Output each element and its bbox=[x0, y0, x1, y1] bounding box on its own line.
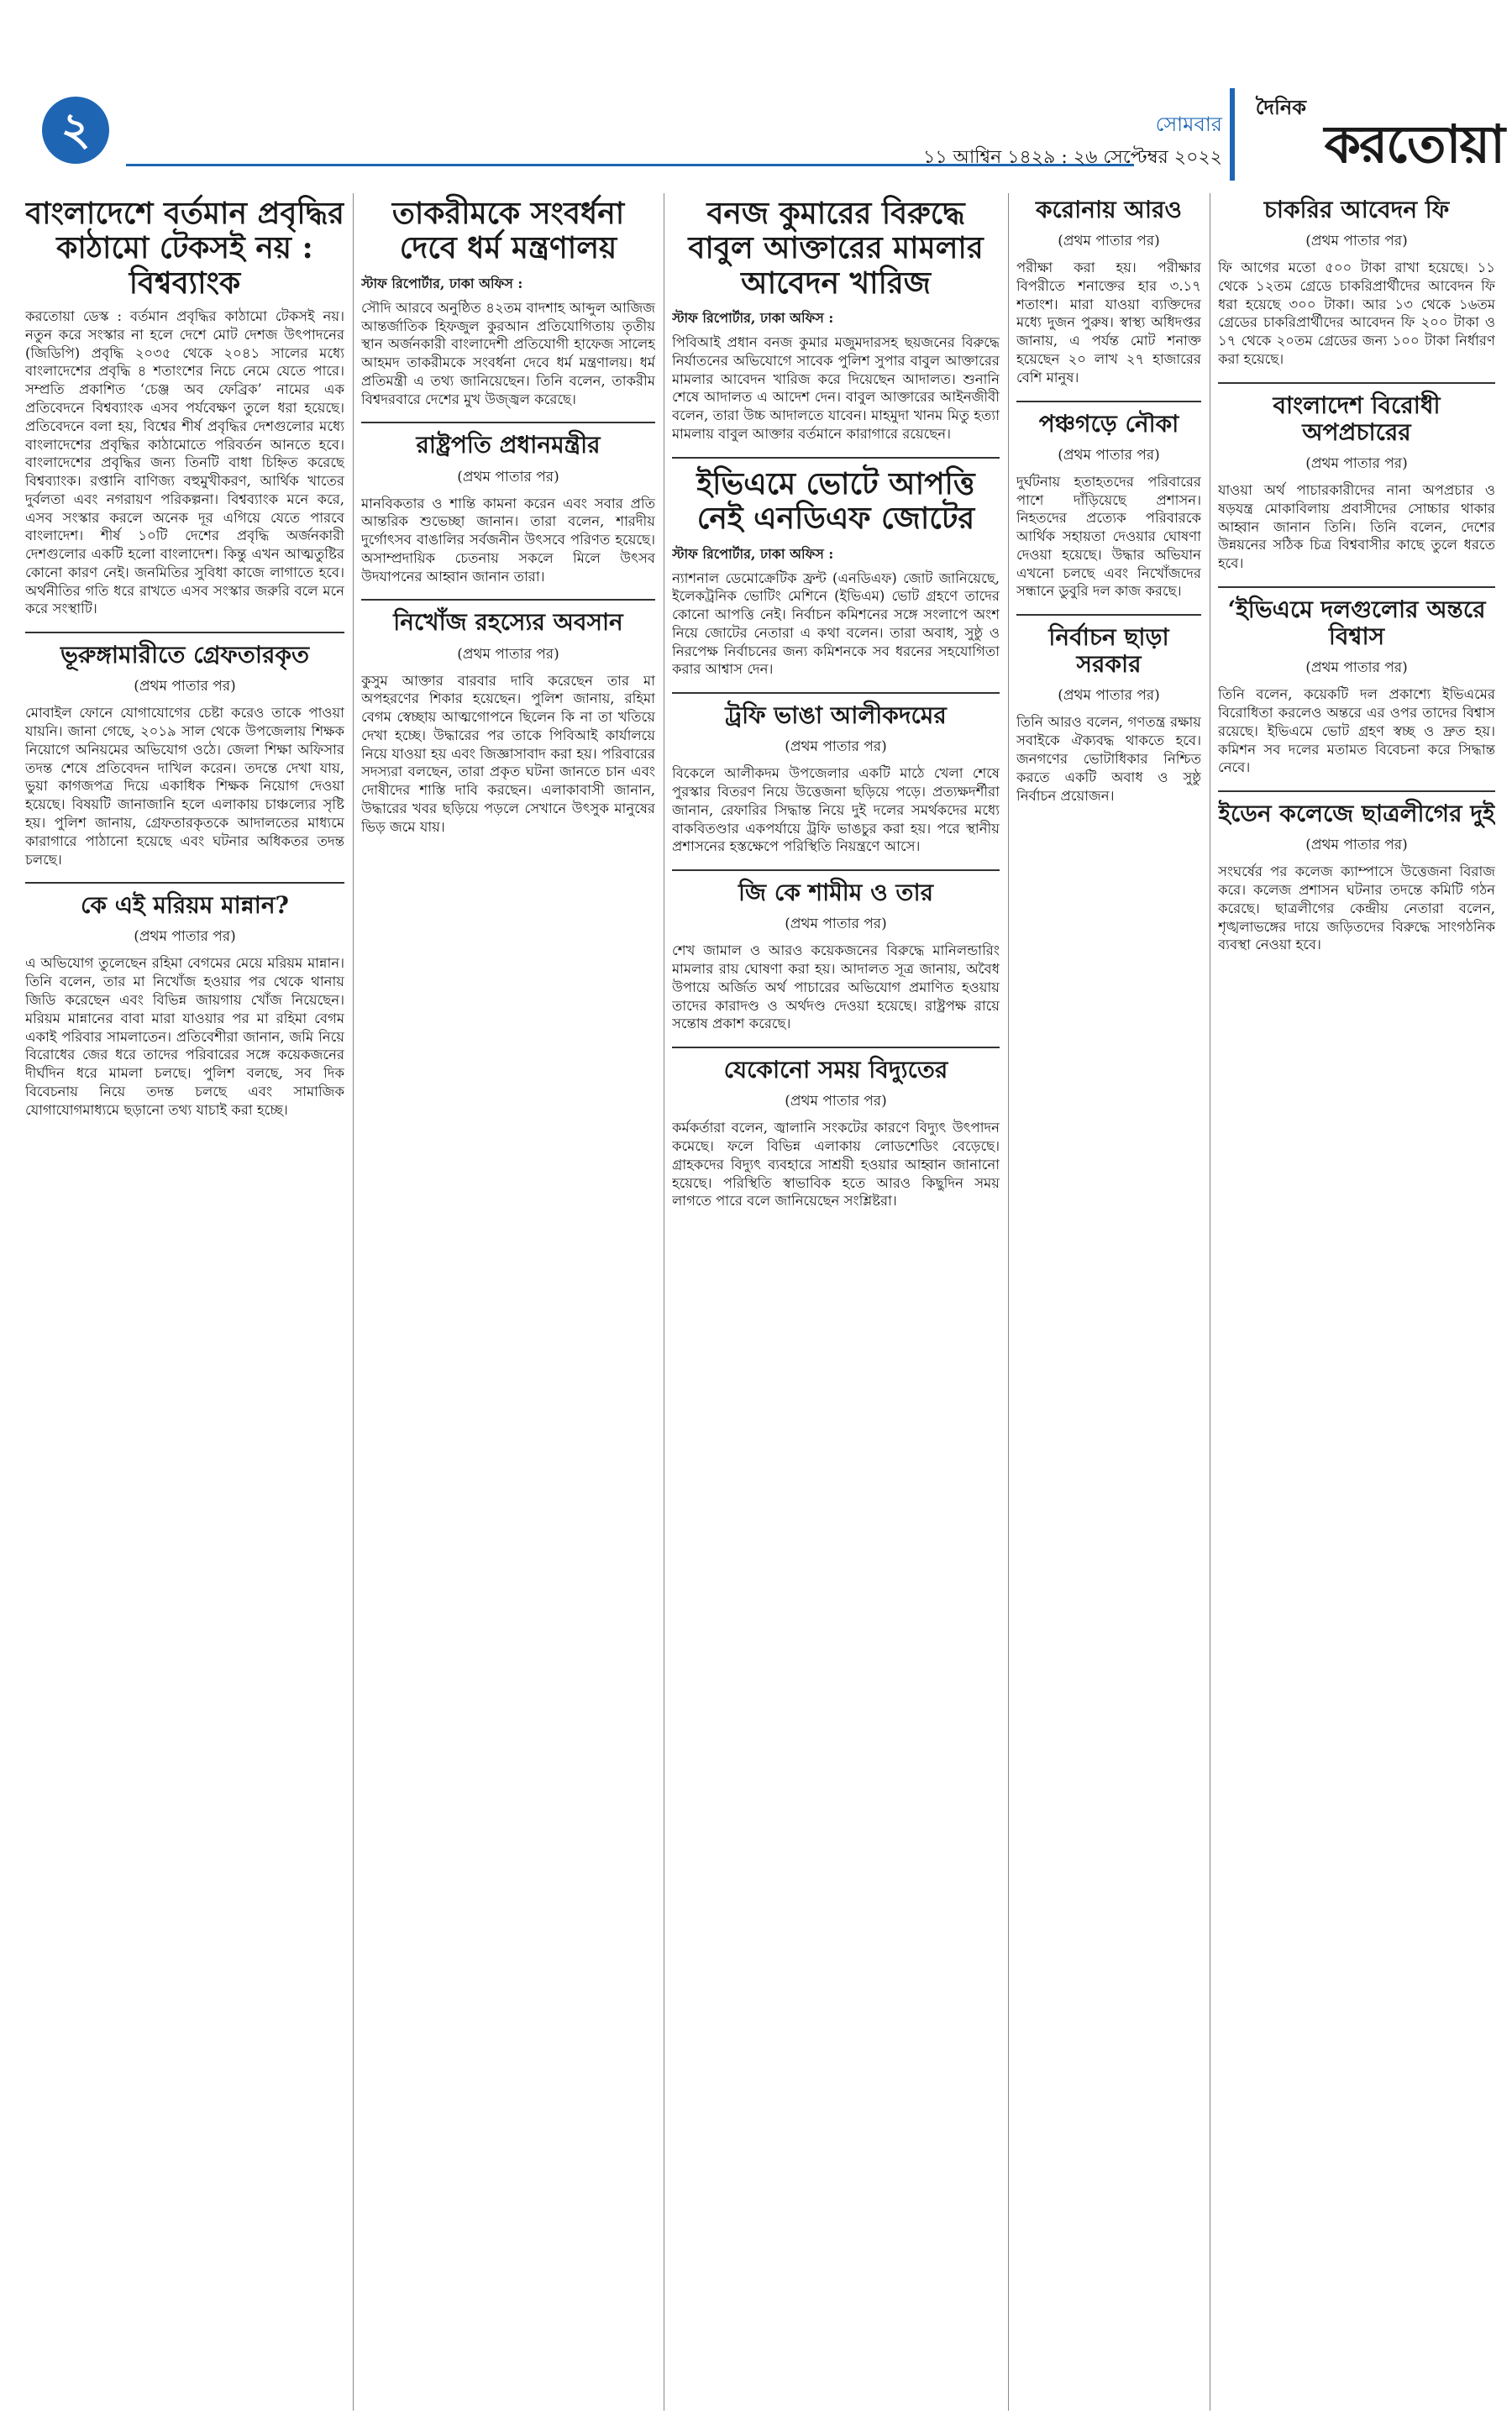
headline: চাকরির আবেদন ফি bbox=[1263, 196, 1450, 223]
article-evm-ndf bbox=[672, 467, 1000, 679]
article-govt-without-election bbox=[1016, 624, 1201, 805]
masthead bbox=[0, 0, 1512, 175]
continuation-note: (প্রথম পাতার পর) bbox=[1305, 837, 1408, 854]
byline: স্টাফ রিপোর্টার, ঢাকা অফিস : bbox=[361, 275, 523, 291]
article-worldbank bbox=[25, 197, 344, 618]
article-body: সৌদি আরবে অনুষ্ঠিত ৪২তম বাদশাহ আব্দুল আজিজ আন্তর্জাতিক হিফজুল কুরআন প্রতিযোগিতায় তৃতীয় স্থান অর্জনকারী বাংলাদেশী প্রতিযোগী হাফেজ সালেহ আহমদ তাকরীমকে সংবর্ধনা দেবে ধর্ম মন্ত্রণালয়। ধর্ম প্রতিমন্ত্রী এ তথ্য জানিয়েছেন। তিনি বলেন, তাকরীম বিশ্বদরবারে দেশের মুখ উজ্জ্বল করেছে। bbox=[361, 299, 655, 407]
continuation-note: (প্রথম পাতার পর) bbox=[1305, 659, 1408, 677]
article-body: এ অভিযোগ তুলেছেন রহিমা বেগমের মেয়ে মরিয়ম মান্নান। তিনি বলেন, তার মা নিখোঁজ হওয়ার পর থেকে থানায় জিডি করেছেন এবং বিভিন্ন জায়গায় খোঁজ নিয়েছেন। মরিয়ম মান্নানের বাবা মারা যাওয়ার পর মা রহিমা বেগম একাই পরিবার সামলাতেন। প্রতিবেশীরা জানান, জমি নিয়ে বিরোধের জের ধরে তাদের পরিবারের সঙ্গে কয়েকজনের দীর্ঘদিন ধরে মামলা চলছে। পুলিশ বলছে, সব দিক বিবেচনায় নিয়ে তদন্ত চলছে এবং সামাজিক যোগাযোগমাধ্যমে ছড়ানো তথ্য যাচাই করা হচ্ছে। bbox=[25, 955, 344, 1118]
continuation-note: (প্রথম পাতার পর) bbox=[134, 928, 236, 946]
article-gk-shamim bbox=[672, 879, 1000, 1033]
article-body: মানবিকতার ও শান্তি কামনা করেন এবং সবার প্রতি আন্তরিক শুভেচ্ছা জানান। তারা বলেন, শারদীয় দুর্গোৎসব বাঙালির সর্বজনীন উৎসবে পরিণত হয়েছে। অসাম্প্রদায়িক চেতনায় সকলে মিলে উৎসব উদযাপনের আহ্বান জানান তারা। bbox=[361, 495, 655, 585]
headline: জি কে শামীম ও তার bbox=[738, 879, 933, 907]
divider bbox=[1016, 614, 1201, 616]
brand-logo: করতোয়া bbox=[1324, 113, 1504, 175]
divider bbox=[1218, 586, 1495, 588]
article-trophy bbox=[672, 702, 1000, 856]
headline: বাংলাদেশে বর্তমান প্রবৃদ্ধির কাঠামো টেকসই নয় : বিশ্বব্যাংক bbox=[25, 196, 344, 301]
headline: কে এই মরিয়ম মান্নান? bbox=[81, 891, 289, 920]
continuation-note: (প্রথম পাতার পর) bbox=[1058, 233, 1160, 250]
column-separator bbox=[1008, 193, 1009, 2411]
column-separator bbox=[353, 193, 354, 2411]
divider bbox=[1218, 790, 1495, 792]
divider bbox=[25, 632, 344, 633]
headline: তাকরীমকে সংবর্ধনা দেবে ধর্ম মন্ত্রণালয় bbox=[391, 196, 625, 266]
headline: পঞ্চগড়ে নৌকা bbox=[1038, 409, 1179, 438]
byline: স্টাফ রিপোর্টার, ঢাকা অফিস : bbox=[672, 545, 834, 562]
article-body: ফি আগের মতো ৫০০ টাকা রাখা হয়েছে। ১১ থেকে ১২তম গ্রেডে চাকরিপ্রার্থীদের আবেদন ফি ধরা হয়েছে ৩০০ টাকা। আর ১৩ থেকে ১৬তম গ্রেডের চাকরিপ্রার্থীদের আবেদন ফি ২০০ টাকা ও ১৭ থেকে ২০তম গ্রেডের জন্য ১০০ টাকা নির্ধারণ করা হয়েছে। bbox=[1218, 260, 1495, 368]
article-body: বিকেলে আলীকদম উপজেলার একটি মাঠে খেলা শেষে পুরস্কার বিতরণ নিয়ে উত্তেজনা ছড়িয়ে পড়ে। প্রত্যক্ষদর্শীরা জানান, রেফারির সিদ্ধান্ত নিয়ে দুই দলের সমর্থকদের মধ্যে বাকবিতণ্ডার একপর্যায়ে ট্রফি ভাঙচুর করা হয়। পরে স্থানীয় প্রশাসনের হস্তক্ষেপে পরিস্থিতি নিয়ন্ত্রণে আসে। bbox=[672, 765, 1000, 855]
column-4 bbox=[1016, 193, 1201, 2411]
article-bhurungamari bbox=[25, 642, 344, 869]
continuation-note: (প্রথম পাতার পর) bbox=[457, 645, 559, 663]
article-eden-college bbox=[1218, 800, 1495, 954]
headline: নিখোঁজ রহস্যের অবসান bbox=[393, 608, 623, 637]
issue-date: ১১ আশ্বিন ১৪২৯ : ২৬ সেপ্টেম্বর ২০২২ bbox=[923, 147, 1222, 168]
article-corona bbox=[1016, 197, 1201, 387]
article-electricity bbox=[672, 1057, 1000, 1210]
divider bbox=[1016, 401, 1201, 402]
article-body: সংঘর্ষের পর কলেজ ক্যাম্পাসে উত্তেজনা বিরাজ করে। কলেজ প্রশাসন ঘটনার তদন্তে কমিটি গঠন করেছে। ছাত্রলীগের কেন্দ্রীয় নেতারা বলেন, শৃঙ্খলাভঙ্গের দায়ে জড়িতদের বিরুদ্ধে সাংগঠনিক ব্যবস্থা নেওয়া হবে। bbox=[1218, 863, 1495, 953]
headline: ‘ইভিএমে দলগুলোর অন্তরে বিশ্বাস bbox=[1227, 595, 1486, 651]
headline: করোনায় আরও bbox=[1035, 196, 1183, 223]
article-body: কর্মকর্তারা বলেন, জ্বালানি সংকটের কারণে বিদ্যুৎ উৎপাদন কমেছে। ফলে বিভিন্ন এলাকায় লোডশেডিং বেড়েছে। গ্রাহকদের বিদ্যুৎ ব্যবহারে সাশ্রয়ী হওয়ার আহ্বান জানানো হয়েছে। পরিস্থিতি স্বাভাবিক হতে আরও কিছুদিন সময় লাগতে পারে বলে জানিয়েছেন সংশ্লিষ্টরা। bbox=[672, 1120, 1000, 1210]
divider bbox=[361, 599, 655, 601]
column-3 bbox=[672, 193, 1000, 2411]
column-2 bbox=[361, 193, 655, 2411]
continuation-note: (প্রথম পাতার পর) bbox=[785, 738, 887, 756]
headline: বনজ কুমারের বিরুদ্ধে বাবুল আক্তারের মামলার আবেদন খারিজ bbox=[688, 196, 984, 301]
continuation-note: (প্রথম পাতার পর) bbox=[1305, 455, 1408, 473]
issue-day: সোমবার bbox=[1155, 113, 1222, 136]
continuation-note: (প্রথম পাতার পর) bbox=[457, 468, 559, 485]
article-body: যাওয়া অর্থ পাচারকারীদের নানা অপপ্রচার ও ষড়যন্ত্র মোকাবিলায় প্রবাসীদের সোচ্চার থাকার আহ্বান জানান তিনি। তিনি বলেন, দেশের উন্নয়নের সঠিক চিত্র বিশ্ববাসীর কাছে তুলে ধরতে হবে। bbox=[1218, 482, 1495, 572]
page-number-badge: ২ bbox=[42, 97, 109, 164]
divider bbox=[361, 422, 655, 423]
headline: যেকোনো সময় বিদ্যুতের bbox=[723, 1056, 948, 1084]
article-body: পিবিআই প্রধান বনজ কুমার মজুমদারসহ ছয়জনের বিরুদ্ধে নির্যাতনের অভিযোগে সাবেক পুলিশ সুপার বাবুল আক্তারের মামলার আবেদন খারিজ করে দিয়েছেন আদালত। শুনানি শেষে আদালত এ আদেশ দেন। বাবুল আক্তারের আইনজীবী বলেন, তারা উচ্চ আদালতে যাবেন। মাহমুদা খানম মিতু হত্যা মামলায় বাবুল আক্তার বর্তমানে কারাগারে রয়েছেন। bbox=[672, 334, 1000, 442]
divider bbox=[672, 869, 1000, 871]
article-missing-mystery bbox=[361, 609, 655, 836]
divider bbox=[672, 1047, 1000, 1048]
continuation-note: (প্রথম পাতার পর) bbox=[785, 916, 887, 933]
article-babul-akter bbox=[672, 197, 1000, 443]
column-1 bbox=[25, 193, 344, 2411]
article-panchagarh bbox=[1016, 411, 1201, 601]
headline: ভূরুঙ্গামারীতে গ্রেফতারকৃত bbox=[60, 641, 310, 669]
headline: রাষ্ট্রপতি প্রধানমন্ত্রীর bbox=[416, 431, 601, 459]
article-body: শেখ জামাল ও আরও কয়েকজনের বিরুদ্ধে মানিলন্ডারিং মামলার রায় ঘোষণা করা হয়। আদালত সূত্র জানায়, অবৈধ উপায়ে অর্জিত অর্থ পাচারের অভিযোগ প্রমাণিত হওয়ায় তাদের কারাদণ্ড ও অর্থদণ্ড দেওয়া হয়েছে। রাষ্ট্রপক্ষ রায়ে সন্তোষ প্রকাশ করেছে। bbox=[672, 942, 1000, 1032]
article-takrim bbox=[361, 197, 655, 408]
article-job-fee bbox=[1218, 197, 1495, 369]
headline: নির্বাচন ছাড়া সরকার bbox=[1048, 623, 1169, 679]
continuation-note: (প্রথম পাতার পর) bbox=[134, 678, 236, 695]
headline: ট্রফি ভাঙা আলীকদমের bbox=[725, 701, 947, 730]
divider bbox=[25, 882, 344, 884]
article-mariam bbox=[25, 892, 344, 1119]
article-body: পরীক্ষা করা হয়। পরীক্ষার বিপরীতে শনাক্তের হার ৩.১৭ শতাংশ। মারা যাওয়া ব্যক্তিদের মধ্যে দুজন পুরুষ। স্বাস্থ্য অধিদপ্তর জানায়, এ পর্যন্ত মোট শনাক্ত হয়েছেন ২০ লাখ ২৭ হাজারের বেশি মানুষ। bbox=[1016, 260, 1201, 386]
byline: স্টাফ রিপোর্টার, ঢাকা অফিস : bbox=[672, 310, 834, 327]
headline: ইডেন কলেজে ছাত্রলীগের দুই bbox=[1218, 800, 1495, 828]
divider bbox=[672, 692, 1000, 694]
continuation-note: (প্রথম পাতার পর) bbox=[1058, 446, 1160, 464]
brand-prefix: দৈনিক bbox=[1255, 95, 1306, 119]
continuation-note: (প্রথম পাতার পর) bbox=[1305, 233, 1408, 250]
article-body: তিনি আরও বলেন, গণতন্ত্র রক্ষায় সবাইকে ঐক্যবদ্ধ থাকতে হবে। জনগণের ভোটাধিকার নিশ্চিত করতে একটি অবাধ ও সুষ্ঠু নির্বাচন প্রয়োজন। bbox=[1016, 714, 1201, 804]
article-body: তিনি বলেন, কয়েকটি দল প্রকাশ্যে ইভিএমের বিরোধিতা করলেও অন্তরে এর ওপর তাদের বিশ্বাস রয়েছে। ইভিএমে ভোট গ্রহণ স্বচ্ছ ও দ্রুত হয়। কমিশন সব দলের মতামত বিবেচনা করে সিদ্ধান্ত নেবে। bbox=[1218, 686, 1495, 776]
column-5 bbox=[1218, 193, 1495, 2411]
article-evm-trust bbox=[1218, 596, 1495, 777]
article-body: ন্যাশনাল ডেমোক্রেটিক ফ্রন্ট (এনডিএফ) জোট জানিয়েছে, ইলেকট্রনিক ভোটিং মেশিনে (ইভিএম) ভোট গ্রহণে তাদের কোনো আপত্তি নেই। নির্বাচন কমিশনের সঙ্গে সংলাপে অংশ নিয়ে জোটের নেতারা এ কথা বলেন। তারা অবাধ, সুষ্ঠু ও নিরপেক্ষ নির্বাচনের জন্য কমিশনকে সব ধরনের সহযোগিতা করার আশ্বাস দেন। bbox=[672, 569, 1000, 678]
article-body: মোবাইল ফোনে যোগাযোগের চেষ্টা করেও তাকে পাওয়া যায়নি। জানা গেছে, ২০১৯ সাল থেকে উপজেলায় শিক্ষক নিয়োগে অনিয়মের অভিযোগ ওঠে। জেলা শিক্ষা অফিসার তদন্ত শেষে প্রতিবেদন দাখিল করেন। তদন্তে দেখা যায়, ভুয়া কাগজপত্র দিয়ে একাধিক শিক্ষক নিয়োগ দেওয়া হয়েছে। বিষয়টি জানাজানি হলে এলাকায় চাঞ্চল্যের সৃষ্টি হয়। পুলিশ জানায়, গ্রেফতারকৃতকে আদালতের মাধ্যমে কারাগারে পাঠানো হয়েছে এবং ঘটনার অধিকতর তদন্ত চলছে। bbox=[25, 705, 344, 868]
article-body: কুসুম আক্তার বারবার দাবি করেছেন তার মা অপহরণের শিকার হয়েছেন। পুলিশ জানায়, রহিমা বেগম স্বেচ্ছায় আত্মগোপনে ছিলেন কি না তা খতিয়ে দেখা হচ্ছে। উদ্ধারের পর তাকে পিবিআই কার্যালয়ে নিয়ে যাওয়া হয় এবং জিজ্ঞাসাবাদ করা হয়। পরিবারের সদস্যরা বলছেন, তারা প্রকৃত ঘটনা জানতে চান এবং দোষীদের শাস্তি দাবি করছেন। এলাকাবাসী জানান, উদ্ধারের খবর ছড়িয়ে পড়লে সেখানে উৎসুক মানুষের ভিড় জমে যায়। bbox=[361, 672, 655, 835]
headline: বাংলাদেশ বিরোধী অপপ্রচারের bbox=[1273, 391, 1441, 446]
article-president-pm bbox=[361, 432, 655, 585]
continuation-note: (প্রথম পাতার পর) bbox=[1058, 687, 1160, 705]
article-anti-bangladesh bbox=[1218, 392, 1495, 573]
continuation-note: (প্রথম পাতার পর) bbox=[785, 1093, 887, 1110]
article-body: করতোয়া ডেস্ক : বর্তমান প্রবৃদ্ধির কাঠামো টেকসই নয়। নতুন করে সংস্কার না হলে দেশে মোট দেশজ উৎপাদনের (জিডিপি) প্রবৃদ্ধি ২০৩৫ থেকে ২০৪১ সালের মধ্যে বাংলাদেশের প্রবৃদ্ধি ৪ শতাংশের নিচে নেমে যেতে পারে। সম্প্রতি প্রকাশিত ‘চেঞ্জ অব ফেব্রিক’ নামের এক প্রতিবেদনে বিশ্বব্যাংক এসব পর্যবেক্ষণ তুলে ধরা হয়েছে। প্রতিবেদনে বলা হয়, বিশ্বের শীর্ষ প্রবৃদ্ধির দেশগুলোর মধ্যে বাংলাদেশের প্রবৃদ্ধির কাঠামোতে পরিবর্তন আনতে হবে। বাংলাদেশের প্রবৃদ্ধির জন্য তিনটি বাধা চিহ্নিত করেছে বিশ্বব্যাংক। রপ্তানি বাণিজ্য বহুমুখীকরণ, আর্থিক খাতের দুর্বলতা এবং নগরায়ণ পরিকল্পনা। বিশ্বব্যাংক মনে করে, এসব সংস্কার করলে অনেক দূর এগিয়ে যেতে পারবে বাংলাদেশ। শীর্ষ ১০টি দেশের প্রবৃদ্ধি অর্জনকারী দেশগুলোর একটি হলো বাংলাদেশ। কিন্তু এখন আত্মতুষ্টির কোনো কারণ নেই। জনমিতির সুবিধা কাজে লাগাতে হবে। অর্থনীতির গতি ধরে রাখতে এসব সংস্কার জরুরি বলে মনে করে সংস্থাটি। bbox=[25, 308, 344, 617]
article-body: দুর্ঘটনায় হতাহতদের পরিবারের পাশে দাঁড়িয়েছে প্রশাসন। নিহতদের প্রত্যেক পরিবারকে আর্থিক সহায়তা দেওয়ার ঘোষণা দেওয়া হয়েছে। উদ্ধার অভিযান এখনো চলছে এবং নিখোঁজদের সন্ধানে ডুবুরি দল কাজ করছে। bbox=[1016, 473, 1201, 600]
headline: ইভিএমে ভোটে আপত্তি নেই এনডিএফ জোটের bbox=[696, 465, 975, 537]
divider bbox=[672, 457, 1000, 459]
divider bbox=[1218, 382, 1495, 384]
